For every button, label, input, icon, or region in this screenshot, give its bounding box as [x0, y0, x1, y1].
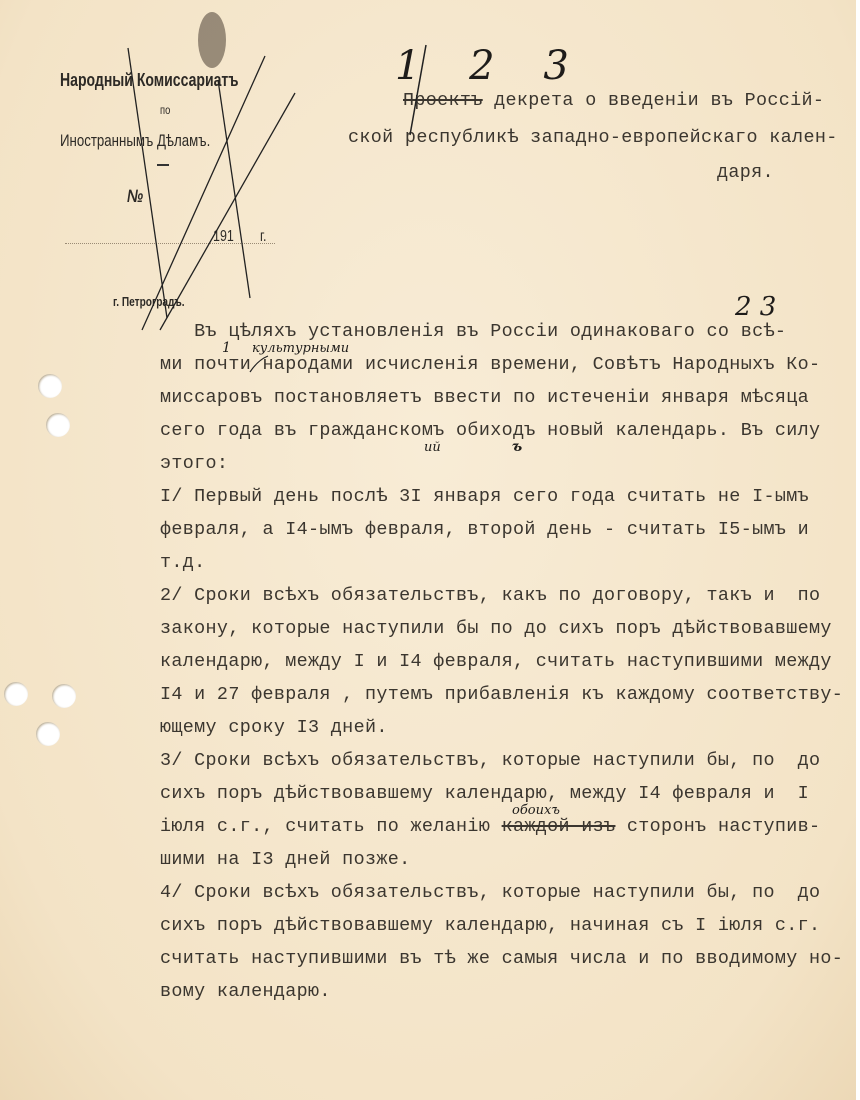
year: 191: [213, 228, 234, 245]
body-line: вому календарю.: [160, 981, 331, 1002]
handwritten-correction: ъ: [512, 439, 523, 455]
body-line: т.д.: [160, 552, 206, 573]
body-line: 4/ Сроки всѣхъ обязательствъ, которые наступили бы, по до: [160, 882, 821, 903]
body-line: шими на I3 дней позже.: [160, 849, 411, 870]
body-line: календарю, между I и I4 февраля, считать наступившими между: [160, 651, 832, 672]
title-line: ской республикѣ западно-европейскаго кален-: [348, 127, 838, 148]
body-line: февраля, а I4-ымъ февраля, второй день - считать I5-ымъ и: [160, 519, 810, 540]
body-line: считать наступившими въ тѣ же самыя числа и по вводимому но-: [160, 948, 844, 969]
body-line: I4 и 27 февраля , путемъ прибавленiя къ каждому соответству-: [160, 684, 844, 705]
handwritten-correction: ий: [424, 440, 441, 455]
cross-out-stroke: [218, 80, 250, 298]
letterhead-po: по: [160, 103, 171, 117]
body-line: 2/ Сроки всѣхъ обязательствъ, какъ по договору, такъ и по: [160, 585, 821, 606]
body-line: закону, которые наступили бы по до сихъ поръ дѣйствовавшему: [160, 618, 832, 639]
handwritten-number: 1: [222, 340, 231, 356]
cross-out-stroke: [160, 93, 295, 330]
body-text: сторонъ наступив-: [615, 816, 821, 837]
letterhead-org: Народный Комиссариатъ: [60, 70, 239, 90]
cross-out-stroke: [128, 48, 167, 318]
body-line: этого:: [160, 453, 229, 474]
body-line: сихъ поръ дѣйствовавшему календарю, между I4 февраля и I: [160, 783, 810, 804]
body-text: iюля с.г., считать по желанiю: [160, 816, 502, 837]
struck-word: Проектъ: [403, 90, 483, 111]
handwritten-numbers: 1 2 3: [395, 43, 587, 89]
body-line: ющему сроку I3 дней.: [160, 717, 388, 738]
body-line: сихъ поръ дѣйствовавшему календарю, начиная съ I iюля с.г.: [160, 915, 821, 936]
number-label: №: [127, 186, 144, 206]
ink-blot: [198, 12, 226, 68]
body-line: 3/ Сроки всѣхъ обязательствъ, которые наступили бы, по до: [160, 750, 821, 771]
cross-out-stroke: [142, 56, 265, 330]
body-line: сего года въ гражданскомъ обиходъ новый календарь. Въ силу: [160, 420, 821, 441]
handwritten-insertion: культурными: [252, 341, 350, 356]
body-line: миссаровъ постановляетъ ввести по истеченiи января мѣсяца: [160, 387, 810, 408]
title-line: даря.: [717, 162, 774, 183]
body-line: I/ Первый день послѣ 3I января сего года считать не I-ымъ: [160, 486, 810, 507]
body-line: Въ цѣляхъ установленiя въ Россiи одинаковаго со всѣ-: [160, 321, 787, 342]
city: г. Петроградъ.: [113, 294, 185, 309]
title-text: декрета о введенiи въ Россiй-: [482, 90, 825, 111]
handwritten-insertion: обоихъ: [512, 803, 560, 818]
year-suffix: г.: [260, 228, 267, 245]
insertion-mark: [250, 356, 268, 372]
struck-phrase: каждой изъ: [501, 816, 616, 837]
letterhead-dept: Иностраннымъ Дѣламъ.: [60, 131, 211, 150]
handwritten-slash: [410, 45, 426, 135]
handwritten-corner-numbers: 2 3: [735, 292, 777, 322]
body-line: ми почти народами исчисленiя времени, Совѣтъ Народныхъ Ко-: [160, 354, 821, 375]
